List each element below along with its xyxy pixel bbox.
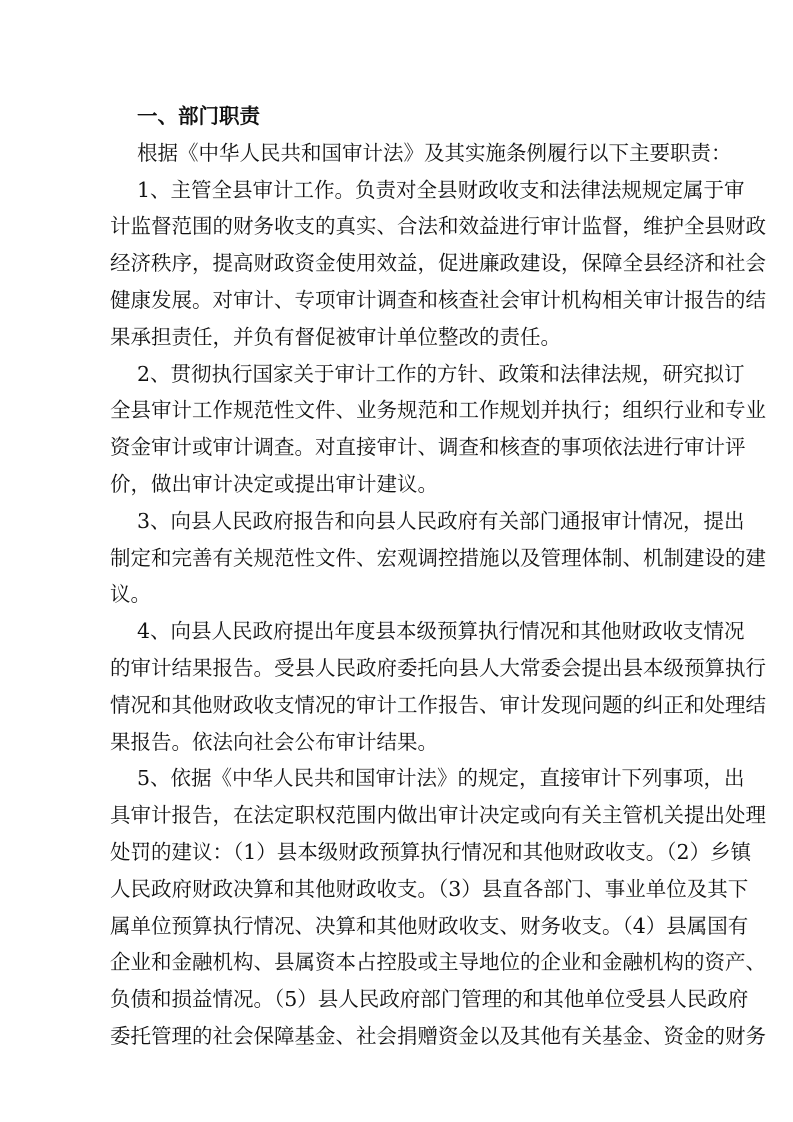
text-line: 属单位预算执行情况、决算和其他财政收支、财务收支。（4）县属国有 (110, 913, 749, 938)
document-body (110, 98, 766, 1055)
text-line: 价，做出审计决定或提出审计建议。 (110, 471, 438, 496)
text-line: 处罚的建议：（1）县本级财政预算执行情况和其他财政收支。（2）乡镇 (110, 839, 752, 864)
text-line: 2、贯彻执行国家关于审计工作的方针、政策和法律法规，研究拟订 (137, 361, 745, 386)
text-line: 1、主管全县审计工作。负责对全县财政收支和法律法规规定属于审 (137, 177, 745, 202)
paragraph-duty-1 (110, 172, 766, 356)
text-line: 人民政府财政决算和其他财政收支。（3）县直各部门、事业单位及其下 (110, 876, 749, 901)
text-line: 议。 (110, 582, 151, 607)
text-line: 4、向县人民政府提出年度县本级预算执行情况和其他财政收支情况 (137, 619, 745, 644)
section-heading: 一、部门职责 (137, 104, 260, 128)
text-line: 果报告。依法向社会公布审计结果。 (110, 729, 438, 754)
text-line: 果承担责任，并负有督促被审计单位整改的责任。 (110, 324, 561, 349)
text-line: 情况和其他财政收支情况的审计工作报告、审计发现问题的纠正和处理结 (110, 692, 766, 717)
paragraph-intro (110, 135, 732, 172)
paragraph-duty-4 (110, 613, 766, 760)
text-line: 资金审计或审计调查。对直接审计、调查和核查的事项依法进行审计评 (110, 435, 746, 460)
text-line: 3、向县人民政府报告和向县人民政府有关部门通报审计情况，提出 (137, 508, 745, 533)
text-line: 企业和金融机构、县属资本占控股或主导地位的企业和金融机构的资产、 (110, 950, 766, 975)
text-line: 计监督范围的财务收支的真实、合法和效益进行审计监督，维护全县财政 (110, 214, 766, 239)
text-line: 经济秩序，提高财政资金使用效益，促进廉政建设，保障全县经济和社会 (110, 251, 766, 276)
text-line: 全县审计工作规范性文件、业务规范和工作规划并执行；组织行业和专业 (110, 398, 766, 423)
text-line: 制定和完善有关规范性文件、宏观调控措施以及管理体制、机制建设的建 (110, 545, 766, 570)
text-line: 健康发展。对审计、专项审计调查和核查社会审计机构相关审计报告的结 (110, 287, 766, 312)
text-line: 负债和损益情况。（5）县人民政府部门管理的和其他单位受县人民政府 (110, 987, 749, 1012)
paragraph-duty-2 (110, 356, 766, 503)
text-line: 委托管理的社会保障基金、社会捐赠资金以及其他有关基金、资金的财务 (110, 1023, 766, 1048)
text-line: 的审计结果报告。受县人民政府委托向县人大常委会提出县本级预算执行 (110, 655, 766, 680)
text-line: 根据《中华人民共和国审计法》及其实施条例履行以下主要职责： (137, 140, 732, 165)
text-line: 具审计报告，在法定职权范围内做出审计决定或向有关主管机关提出处理 (110, 803, 766, 828)
text-line: 5、依据《中华人民共和国审计法》的规定，直接审计下列事项，出 (137, 766, 745, 791)
paragraph-duty-5 (110, 760, 766, 1054)
paragraph-duty-3 (110, 503, 766, 613)
